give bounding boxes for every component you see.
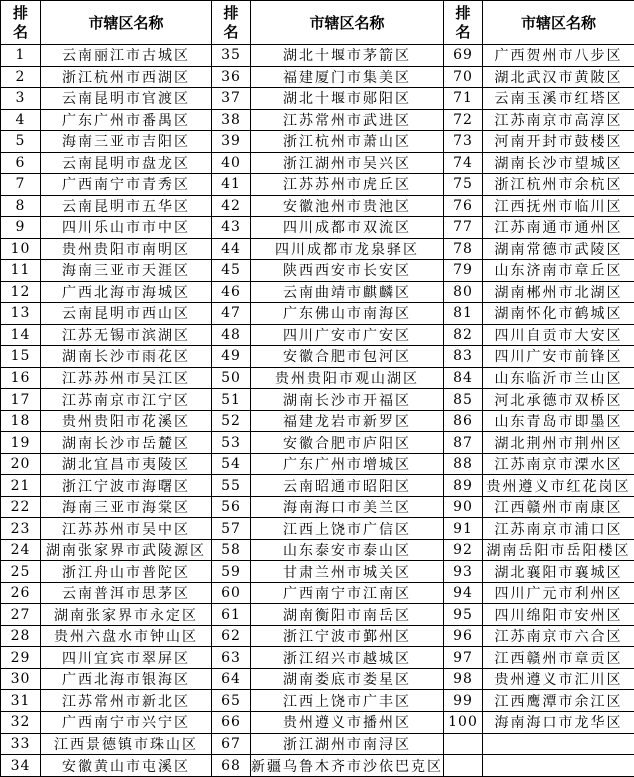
rank-cell: 22 <box>1 496 41 518</box>
district-name-cell: 四川自贡市大安区 <box>483 324 634 346</box>
district-name-cell: 湖南衡阳市南岳区 <box>251 604 444 626</box>
rank-cell: 14 <box>1 324 41 346</box>
table-row <box>1 711 634 733</box>
rank-cell <box>444 755 483 777</box>
rank-cell: 8 <box>1 195 41 217</box>
rank-cell: 45 <box>212 260 251 282</box>
district-name-cell: 湖北宜昌市夷陵区 <box>41 453 212 475</box>
rank-cell: 33 <box>1 733 41 755</box>
rank-cell: 74 <box>444 152 483 174</box>
district-name-cell: 山东泰安市泰山区 <box>251 539 444 561</box>
rank-cell: 70 <box>444 66 483 88</box>
district-name-cell: 云南曲靖市麒麟区 <box>251 281 444 303</box>
district-name-cell: 浙江宁波市鄞州区 <box>251 625 444 647</box>
rank-cell: 38 <box>212 109 251 131</box>
rank-cell: 3 <box>1 88 41 110</box>
rank-cell: 16 <box>1 367 41 389</box>
table-row <box>1 88 634 110</box>
table-row <box>1 195 634 217</box>
rank-cell: 77 <box>444 217 483 239</box>
district-name-cell: 湖南长沙市开福区 <box>251 389 444 411</box>
rank-cell: 90 <box>444 496 483 518</box>
rank-cell: 75 <box>444 174 483 196</box>
district-name-cell: 云南玉溪市红塔区 <box>483 88 634 110</box>
rank-cell: 44 <box>212 238 251 260</box>
rank-cell: 63 <box>212 647 251 669</box>
rank-cell: 86 <box>444 410 483 432</box>
district-name-cell: 河南开封市鼓楼区 <box>483 131 634 153</box>
district-name-cell: 云南昆明市五华区 <box>41 195 212 217</box>
rank-cell: 54 <box>212 453 251 475</box>
rank-cell <box>444 733 483 755</box>
rank-cell: 11 <box>1 260 41 282</box>
district-name-cell: 四川广元市利州区 <box>483 582 634 604</box>
district-name-cell: 湖南常德市武陵区 <box>483 238 634 260</box>
table-row <box>1 690 634 712</box>
district-name-cell: 湖北十堰市茅箭区 <box>251 45 444 67</box>
rank-cell: 81 <box>444 303 483 325</box>
rank-cell: 30 <box>1 668 41 690</box>
rank-cell: 95 <box>444 604 483 626</box>
rank-cell: 26 <box>1 582 41 604</box>
district-name-cell: 四川乐山市市中区 <box>41 217 212 239</box>
rank-cell: 50 <box>212 367 251 389</box>
district-name-header: 市辖区名称 <box>251 1 444 45</box>
district-name-cell: 山东青岛市即墨区 <box>483 410 634 432</box>
district-name-cell: 江苏常州市武进区 <box>251 109 444 131</box>
rank-cell: 89 <box>444 475 483 497</box>
rank-cell: 56 <box>212 496 251 518</box>
district-name-cell: 安徽黄山市屯溪区 <box>41 755 212 777</box>
district-name-cell: 湖南怀化市鹤城区 <box>483 303 634 325</box>
table-row <box>1 518 634 540</box>
table-row <box>1 561 634 583</box>
rank-cell: 48 <box>212 324 251 346</box>
district-name-cell: 四川成都市龙泉驿区 <box>251 238 444 260</box>
district-name-header: 市辖区名称 <box>41 1 212 45</box>
rank-cell: 34 <box>1 755 41 777</box>
district-name-cell: 浙江舟山市普陀区 <box>41 561 212 583</box>
rank-cell: 46 <box>212 281 251 303</box>
rank-cell: 94 <box>444 582 483 604</box>
district-name-cell: 浙江绍兴市越城区 <box>251 647 444 669</box>
district-name-cell: 贵州贵阳市花溪区 <box>41 410 212 432</box>
district-name-cell: 云南昭通市昭阳区 <box>251 475 444 497</box>
district-name-cell: 湖北襄阳市襄城区 <box>483 561 634 583</box>
district-name-cell: 广东广州市增城区 <box>251 453 444 475</box>
district-name-cell: 海南三亚市海棠区 <box>41 496 212 518</box>
rank-cell: 96 <box>444 625 483 647</box>
rank-cell: 28 <box>1 625 41 647</box>
table-row <box>1 45 634 67</box>
rank-header <box>1 1 41 45</box>
rank-cell: 62 <box>212 625 251 647</box>
district-name-cell: 新疆乌鲁木齐市沙依巴克区 <box>251 755 444 777</box>
table-row <box>1 475 634 497</box>
district-name-cell: 贵州遵义市播州区 <box>251 711 444 733</box>
rank-cell: 87 <box>444 432 483 454</box>
district-name-cell: 云南昆明市盘龙区 <box>41 152 212 174</box>
rank-cell: 100 <box>444 711 483 733</box>
district-name-cell: 江苏苏州市吴中区 <box>41 518 212 540</box>
table-row <box>1 755 634 777</box>
rank-cell: 10 <box>1 238 41 260</box>
table-row <box>1 410 634 432</box>
district-name-cell: 浙江杭州市萧山区 <box>251 131 444 153</box>
district-name-cell: 广西北海市银海区 <box>41 668 212 690</box>
table-row <box>1 367 634 389</box>
rank-cell: 24 <box>1 539 41 561</box>
rank-cell: 79 <box>444 260 483 282</box>
rank-cell: 80 <box>444 281 483 303</box>
district-name-cell: 江西上饶市广丰区 <box>251 690 444 712</box>
district-name-cell: 海南海口市龙华区 <box>483 711 634 733</box>
district-name-cell: 海南三亚市吉阳区 <box>41 131 212 153</box>
rank-cell: 64 <box>212 668 251 690</box>
district-name-cell: 江西赣州市章贡区 <box>483 647 634 669</box>
district-name-cell <box>483 755 634 777</box>
district-name-cell: 贵州遵义市红花岗区 <box>483 475 634 497</box>
table-row <box>1 152 634 174</box>
rank-cell: 91 <box>444 518 483 540</box>
district-name-cell: 江西鹰潭市余江区 <box>483 690 634 712</box>
rank-cell: 9 <box>1 217 41 239</box>
rank-cell: 99 <box>444 690 483 712</box>
rank-cell: 2 <box>1 66 41 88</box>
district-name-cell: 湖南张家界市武陵源区 <box>41 539 212 561</box>
district-name-cell: 山东济南市章丘区 <box>483 260 634 282</box>
district-name-cell: 四川宜宾市翠屏区 <box>41 647 212 669</box>
rank-cell: 12 <box>1 281 41 303</box>
rank-header-label: 排名 <box>13 3 29 41</box>
rank-cell: 15 <box>1 346 41 368</box>
rank-cell: 6 <box>1 152 41 174</box>
rank-cell: 19 <box>1 432 41 454</box>
district-name-cell: 甘肃兰州市城关区 <box>251 561 444 583</box>
district-name-cell: 贵州六盘水市钟山区 <box>41 625 212 647</box>
rank-cell: 55 <box>212 475 251 497</box>
table-row <box>1 389 634 411</box>
district-name-cell: 河北承德市双桥区 <box>483 389 634 411</box>
district-name-cell: 江西抚州市临川区 <box>483 195 634 217</box>
rank-cell: 78 <box>444 238 483 260</box>
table-row <box>1 582 634 604</box>
district-name-cell: 江苏常州市新北区 <box>41 690 212 712</box>
table-row <box>1 260 634 282</box>
district-name-cell: 浙江杭州市余杭区 <box>483 174 634 196</box>
district-name-cell: 广西北海市海城区 <box>41 281 212 303</box>
rank-cell: 59 <box>212 561 251 583</box>
district-name-cell: 广西南宁市兴宁区 <box>41 711 212 733</box>
rank-cell: 1 <box>1 45 41 67</box>
district-name-cell: 广东佛山市南海区 <box>251 303 444 325</box>
rank-header-label: 排名 <box>223 3 239 41</box>
district-name-cell: 云南普洱市思茅区 <box>41 582 212 604</box>
district-name-cell: 安徽合肥市庐阳区 <box>251 432 444 454</box>
table-row <box>1 238 634 260</box>
district-name-cell: 广东广州市番禺区 <box>41 109 212 131</box>
district-name-cell: 海南海口市美兰区 <box>251 496 444 518</box>
district-name-cell: 四川广安市前锋区 <box>483 346 634 368</box>
district-name-cell: 山东临沂市兰山区 <box>483 367 634 389</box>
rank-cell: 97 <box>444 647 483 669</box>
rank-cell: 49 <box>212 346 251 368</box>
rank-cell: 76 <box>444 195 483 217</box>
district-name-cell: 陕西西安市长安区 <box>251 260 444 282</box>
district-name-cell: 湖南岳阳市岳阳楼区 <box>483 539 634 561</box>
table-row <box>1 733 634 755</box>
district-name-cell: 江苏南京市江宁区 <box>41 389 212 411</box>
rank-cell: 72 <box>444 109 483 131</box>
district-name-cell: 江苏南京市浦口区 <box>483 518 634 540</box>
district-name-cell: 云南丽江市古城区 <box>41 45 212 67</box>
district-name-cell: 浙江湖州市南浔区 <box>251 733 444 755</box>
district-name-cell: 广西南宁市江南区 <box>251 582 444 604</box>
rank-cell: 82 <box>444 324 483 346</box>
rank-cell: 7 <box>1 174 41 196</box>
district-name-cell: 四川绵阳市安州区 <box>483 604 634 626</box>
rank-cell: 36 <box>212 66 251 88</box>
district-name-cell: 湖北荆州市荆州区 <box>483 432 634 454</box>
rank-cell: 68 <box>212 755 251 777</box>
district-name-cell: 安徽合肥市包河区 <box>251 346 444 368</box>
district-name-cell: 云南昆明市官渡区 <box>41 88 212 110</box>
district-name-cell: 贵州遵义市汇川区 <box>483 668 634 690</box>
district-name-cell: 安徽池州市贵池区 <box>251 195 444 217</box>
table-row <box>1 217 634 239</box>
district-name-cell: 江苏苏州市吴江区 <box>41 367 212 389</box>
district-name-cell: 湖北武汉市黄陂区 <box>483 66 634 88</box>
rank-cell: 69 <box>444 45 483 67</box>
district-name-cell: 江苏无锡市滨湖区 <box>41 324 212 346</box>
rank-cell: 93 <box>444 561 483 583</box>
district-name-cell: 湖南娄底市娄星区 <box>251 668 444 690</box>
rank-cell: 85 <box>444 389 483 411</box>
rank-cell: 17 <box>1 389 41 411</box>
rank-cell: 58 <box>212 539 251 561</box>
rank-cell: 47 <box>212 303 251 325</box>
table-row <box>1 432 634 454</box>
district-name-cell: 江苏南京市溧水区 <box>483 453 634 475</box>
rank-cell: 60 <box>212 582 251 604</box>
rank-header <box>212 1 251 45</box>
rank-cell: 13 <box>1 303 41 325</box>
table-row <box>1 109 634 131</box>
rank-cell: 43 <box>212 217 251 239</box>
district-name-cell: 海南三亚市天涯区 <box>41 260 212 282</box>
district-name-cell: 广西贺州市八步区 <box>483 45 634 67</box>
rank-cell: 21 <box>1 475 41 497</box>
table-row <box>1 346 634 368</box>
district-name-header: 市辖区名称 <box>483 1 634 45</box>
table-row <box>1 66 634 88</box>
district-name-cell: 湖南长沙市望城区 <box>483 152 634 174</box>
rank-cell: 52 <box>212 410 251 432</box>
district-name-cell: 江苏南京市六合区 <box>483 625 634 647</box>
rank-cell: 31 <box>1 690 41 712</box>
rank-header-label: 排名 <box>455 3 471 41</box>
rank-cell: 66 <box>212 711 251 733</box>
district-name-cell <box>483 733 634 755</box>
rank-cell: 41 <box>212 174 251 196</box>
rank-cell: 29 <box>1 647 41 669</box>
table-row <box>1 539 634 561</box>
district-name-cell: 江苏南京市高淳区 <box>483 109 634 131</box>
rank-cell: 83 <box>444 346 483 368</box>
table-row <box>1 604 634 626</box>
district-name-cell: 江西景德镇市珠山区 <box>41 733 212 755</box>
table-row <box>1 625 634 647</box>
district-name-cell: 江苏南通市通州区 <box>483 217 634 239</box>
rank-cell: 57 <box>212 518 251 540</box>
table-row <box>1 303 634 325</box>
district-name-cell: 浙江宁波市海曙区 <box>41 475 212 497</box>
district-name-cell: 四川广安市广安区 <box>251 324 444 346</box>
district-name-cell: 江西赣州市南康区 <box>483 496 634 518</box>
district-name-cell: 浙江杭州市西湖区 <box>41 66 212 88</box>
rank-cell: 40 <box>212 152 251 174</box>
district-name-cell: 福建龙岩市新罗区 <box>251 410 444 432</box>
rank-cell: 71 <box>444 88 483 110</box>
table-row <box>1 496 634 518</box>
table-row <box>1 647 634 669</box>
rank-cell: 4 <box>1 109 41 131</box>
rank-cell: 27 <box>1 604 41 626</box>
rank-cell: 42 <box>212 195 251 217</box>
district-name-cell: 湖南长沙市岳麓区 <box>41 432 212 454</box>
district-name-cell: 湖南张家界市永定区 <box>41 604 212 626</box>
header-row <box>1 1 634 45</box>
rank-cell: 5 <box>1 131 41 153</box>
rank-cell: 20 <box>1 453 41 475</box>
rank-cell: 37 <box>212 88 251 110</box>
rank-cell: 67 <box>212 733 251 755</box>
table-row <box>1 281 634 303</box>
rank-cell: 35 <box>212 45 251 67</box>
district-name-cell: 贵州贵阳市南明区 <box>41 238 212 260</box>
table-row <box>1 131 634 153</box>
rank-cell: 92 <box>444 539 483 561</box>
rank-cell: 98 <box>444 668 483 690</box>
rank-cell: 51 <box>212 389 251 411</box>
rank-cell: 25 <box>1 561 41 583</box>
rank-header <box>444 1 483 45</box>
rank-cell: 32 <box>1 711 41 733</box>
table-row <box>1 668 634 690</box>
district-name-cell: 广西南宁市青秀区 <box>41 174 212 196</box>
rank-cell: 84 <box>444 367 483 389</box>
rank-cell: 53 <box>212 432 251 454</box>
rank-cell: 23 <box>1 518 41 540</box>
rank-cell: 39 <box>212 131 251 153</box>
rank-cell: 73 <box>444 131 483 153</box>
district-name-cell: 江苏苏州市虎丘区 <box>251 174 444 196</box>
district-name-cell: 江西上饶市广信区 <box>251 518 444 540</box>
district-name-cell: 福建厦门市集美区 <box>251 66 444 88</box>
district-name-cell: 云南昆明市西山区 <box>41 303 212 325</box>
rank-cell: 88 <box>444 453 483 475</box>
district-name-cell: 湖南长沙市雨花区 <box>41 346 212 368</box>
rank-cell: 61 <box>212 604 251 626</box>
district-name-cell: 浙江湖州市吴兴区 <box>251 152 444 174</box>
rank-cell: 65 <box>212 690 251 712</box>
district-name-cell: 湖南郴州市北湖区 <box>483 281 634 303</box>
table-row <box>1 453 634 475</box>
district-name-cell: 湖北十堰市郧阳区 <box>251 88 444 110</box>
table-row <box>1 174 634 196</box>
table-row <box>1 324 634 346</box>
rank-cell: 18 <box>1 410 41 432</box>
district-name-cell: 四川成都市双流区 <box>251 217 444 239</box>
district-name-cell: 贵州贵阳市观山湖区 <box>251 367 444 389</box>
